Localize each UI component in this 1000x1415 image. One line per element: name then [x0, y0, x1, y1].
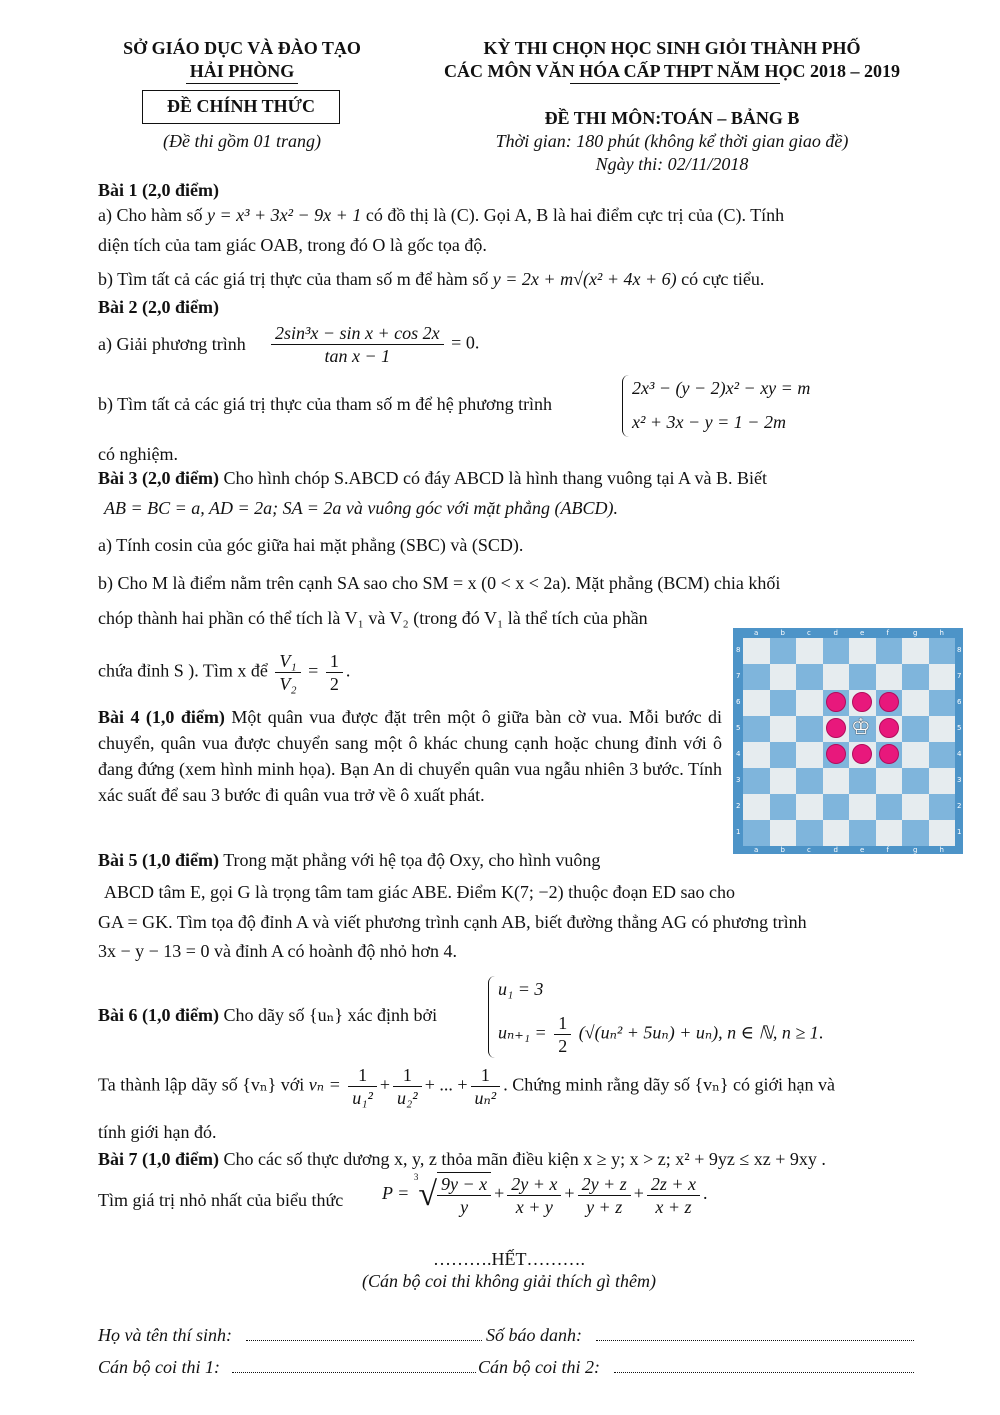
board-square — [796, 638, 823, 664]
board-square — [876, 690, 903, 716]
proctor1-label: Cán bộ coi thi 1: — [98, 1357, 220, 1377]
board-file-label: f — [886, 629, 889, 637]
bai7-line2: Tìm giá trị nhỏ nhất của biểu thức — [98, 1190, 344, 1210]
board-square — [823, 664, 850, 690]
board-file-label: f — [886, 846, 889, 854]
board-file-label: e — [860, 846, 865, 854]
board-file-label: c — [807, 629, 811, 637]
board-rank-label: 2 — [957, 802, 962, 810]
proctor-note: (Cán bộ coi thi không giải thích gì thêm) — [362, 1271, 656, 1291]
board-rank-label: 1 — [736, 828, 741, 836]
department-name: SỞ GIÁO DỤC VÀ ĐÀO TẠO — [123, 38, 361, 58]
board-file-label: h — [939, 846, 944, 854]
board-rank-label: 3 — [736, 776, 741, 784]
king-move-marker — [879, 744, 899, 764]
bai3-line1: Bài 3 (2,0 điểm) Cho hình chóp S.ABCD có đáy ABCD là hình thang vuông tại A và B. Biết — [98, 468, 767, 488]
subject-title: ĐỀ THI MÔN:TOÁN – BẢNG B — [544, 108, 800, 128]
board-file-label: e — [860, 629, 865, 637]
board-file-label: d — [833, 846, 838, 854]
board-square — [770, 768, 797, 794]
bai2-b-end: có nghiệm. — [98, 444, 178, 464]
board-square — [929, 690, 956, 716]
board-square — [849, 664, 876, 690]
board-square — [770, 794, 797, 820]
board-square — [902, 794, 929, 820]
board-square — [796, 690, 823, 716]
board-square — [796, 742, 823, 768]
bai5-line1: Bài 5 (1,0 điểm) Trong mặt phẳng với hệ tọa độ Oxy, cho hình vuông — [98, 850, 601, 870]
bai2-a-equation: $\frac{\text{2sin³x − sin x + cos 2x}}{\text{tan x − 1}}$ = 0. — [268, 322, 508, 367]
board-file-label: g — [913, 629, 918, 637]
board-square — [902, 690, 929, 716]
proctor2-field[interactable] — [614, 1372, 914, 1373]
board-square — [770, 664, 797, 690]
exam-date: Ngày thi: 02/11/2018 — [595, 154, 749, 174]
board-rank-label: 6 — [736, 698, 741, 706]
bai3-b-line1: b) Cho M là điểm nằm trên cạnh SA sao cho SM = x (0 < x < 2a). Mặt phẳng (BCM) chia khối — [98, 573, 781, 593]
board-square — [876, 742, 903, 768]
king-move-marker — [852, 692, 872, 712]
bai1-title: Bài 1 (2,0 điểm) — [98, 180, 219, 200]
board-square — [929, 664, 956, 690]
board-square — [929, 768, 956, 794]
board-square — [823, 794, 850, 820]
bai2-eq1: 2x³ − (y − 2)x² − xy = m — [632, 378, 811, 398]
board-square — [929, 794, 956, 820]
board-file-label: d — [833, 629, 838, 637]
candidate-name-field[interactable] — [246, 1340, 482, 1341]
candidate-name-label: Họ và tên thí sinh: — [98, 1325, 232, 1345]
board-square — [743, 794, 770, 820]
bai6-eq1: u₁ = 3 — [498, 979, 544, 999]
board-square — [743, 664, 770, 690]
board-square — [929, 742, 956, 768]
board-file-label: a — [754, 629, 759, 637]
board-square — [849, 768, 876, 794]
board-square — [743, 768, 770, 794]
board-square — [876, 768, 903, 794]
bai5-line2: ABCD tâm E, gọi G là trọng tâm tam giác ABE. Điểm K(7; −2) thuộc đoạn ED sao cho — [104, 882, 736, 902]
bai6-line2: Ta thành lập dãy số {vₙ} với vₙ = $\frac{1}{\text{u₁²}}$ + $\frac{1}{\text{u₂²}}$ + ... + $\frac{1}{\text{uₙ²}}$ . Chứng minh rằng dãy số {vₙ} có giới hạn và — [98, 1065, 836, 1108]
king-move-marker — [826, 718, 846, 738]
bai5-line3: GA = GK. Tìm tọa độ đỉnh A và viết phương trình cạnh AB, biết đường thẳng AG có phương trình — [98, 912, 807, 932]
board-file-label: g — [913, 846, 918, 854]
header-underline-left — [186, 83, 298, 84]
board-square — [770, 820, 797, 846]
chessboard-illustration — [733, 628, 963, 854]
board-rank-label: 3 — [957, 776, 962, 784]
board-square — [796, 820, 823, 846]
bai7-expression: P = $^3$√ $\frac{9y - x}{y}$ + $\frac{2y + x}{x + y}$ + $\frac{2y + z}{y + z}$ + $\frac{2z + x}{x + z}$ . — [382, 1172, 708, 1217]
king-move-marker — [826, 692, 846, 712]
bai6-system-brace — [488, 976, 495, 1058]
board-rank-label: 8 — [736, 646, 741, 654]
king-move-marker — [879, 692, 899, 712]
bai3-a: a) Tính cosin của góc giữa hai mặt phẳng (SBC) và (SCD). — [98, 535, 524, 555]
board-square — [876, 820, 903, 846]
king-move-marker — [852, 744, 872, 764]
bai3-b-line2: chóp thành hai phần có thể tích là V₁ và V₂ (trong đó V₁ là thể tích của phần — [98, 608, 648, 628]
page-count-note: (Đề thi gồm 01 trang) — [163, 131, 321, 151]
king-move-marker — [879, 718, 899, 738]
proctor2-label: Cán bộ coi thi 2: — [478, 1357, 600, 1377]
board-file-label: a — [754, 846, 759, 854]
chessboard-grid — [743, 638, 955, 846]
board-square — [823, 716, 850, 742]
board-square — [796, 794, 823, 820]
board-rank-label: 5 — [957, 724, 962, 732]
board-square — [743, 638, 770, 664]
bai3-b-line3: chứa đỉnh S ). Tìm x để $\frac{\text{V₁}}{\text{V₂}}$ = $\frac{1}{2}$ . — [98, 651, 351, 694]
board-square — [823, 742, 850, 768]
board-file-label: h — [939, 629, 944, 637]
board-square — [770, 638, 797, 664]
board-square — [823, 690, 850, 716]
header-underline-right — [570, 83, 780, 84]
board-square — [876, 716, 903, 742]
board-square — [796, 716, 823, 742]
board-rank-label: 7 — [957, 672, 962, 680]
bai4-paragraph: Bài 4 (1,0 điểm) Một quân vua được đặt trên một ô giữa bàn cờ vua. Mỗi bước di chuyển, quân vua được chuyển sang một ô khác chung cạnh hoặc chung đỉnh với ô đang đứng (xem hình minh họa). Bạn An di chuyển quân vua ngẫu nhiên 3 bước. Tính xác suất để sau 3 bước đi quân vua trở về ô xuất phát. — [98, 707, 723, 805]
board-square — [823, 820, 850, 846]
bai6-line3: tính giới hạn đó. — [98, 1122, 217, 1142]
bai3-line2: AB = BC = a, AD = 2a; SA = 2a và vuông góc với mặt phẳng (ABCD). — [104, 498, 618, 518]
proctor1-field[interactable] — [232, 1372, 476, 1373]
board-square — [796, 768, 823, 794]
king-piece-icon: ♔ — [851, 715, 871, 740]
board-rank-label: 4 — [736, 750, 741, 758]
board-square — [743, 690, 770, 716]
board-square — [929, 638, 956, 664]
board-file-label: b — [780, 629, 785, 637]
exam-subtitle: CÁC MÔN VĂN HÓA CẤP THPT NĂM HỌC 2018 – 2019 — [443, 61, 900, 81]
board-square — [902, 742, 929, 768]
board-square — [849, 820, 876, 846]
bai7-line1: Bài 7 (1,0 điểm) Cho các số thực dương x, y, z thỏa mãn điều kiện x ≥ y; x > z; x² + 9yz ≤ xz + 9xy . — [98, 1149, 826, 1169]
board-square — [849, 638, 876, 664]
board-square — [770, 690, 797, 716]
board-rank-label: 4 — [957, 750, 962, 758]
board-square — [902, 768, 929, 794]
bai1-a-line1: a) Cho hàm số y = x³ + 3x² − 9x + 1 có đồ thị là (C). Gọi A, B là hai điểm cực trị của (C). Tính — [98, 205, 785, 225]
board-square — [849, 742, 876, 768]
board-square — [876, 794, 903, 820]
candidate-number-label: Số báo danh: — [486, 1325, 582, 1345]
board-square — [929, 716, 956, 742]
bai6-line1: Bài 6 (1,0 điểm) Cho dãy số {uₙ} xác định bởi — [98, 1005, 438, 1025]
board-square — [902, 664, 929, 690]
board-square — [849, 690, 876, 716]
board-square — [902, 716, 929, 742]
board-rank-label: 7 — [736, 672, 741, 680]
candidate-number-field[interactable] — [596, 1340, 914, 1341]
bai2-a-label: a) Giải phương trình — [98, 334, 246, 354]
board-file-label: b — [780, 846, 785, 854]
board-square — [743, 716, 770, 742]
department-city: HẢI PHÒNG — [189, 61, 295, 81]
bai5-line4: 3x − y − 13 = 0 và đỉnh A có hoành độ nhỏ hơn 4. — [98, 941, 457, 961]
board-file-label: c — [807, 846, 811, 854]
board-rank-label: 1 — [957, 828, 962, 836]
board-square — [743, 820, 770, 846]
board-square — [902, 638, 929, 664]
board-square — [823, 638, 850, 664]
official-label: ĐỀ CHÍNH THỨC — [166, 96, 316, 116]
bai2-system-brace — [622, 375, 629, 437]
bai2-b-label: b) Tìm tất cả các giá trị thực của tham số m để hệ phương trình — [98, 394, 553, 414]
board-rank-label: 2 — [736, 802, 741, 810]
board-square — [876, 664, 903, 690]
bai2-title: Bài 2 (2,0 điểm) — [98, 297, 219, 317]
exam-duration: Thời gian: 180 phút (không kể thời gian giao đề) — [495, 131, 849, 151]
board-square — [929, 820, 956, 846]
board-square — [770, 716, 797, 742]
board-square — [902, 820, 929, 846]
board-square — [743, 742, 770, 768]
king-move-marker — [826, 744, 846, 764]
end-marker: ……….HẾT………. — [433, 1249, 585, 1269]
board-rank-label: 6 — [957, 698, 962, 706]
board-rank-label: 8 — [957, 646, 962, 654]
board-square — [823, 768, 850, 794]
exam-title: KỲ THI CHỌN HỌC SINH GIỎI THÀNH PHỐ — [483, 38, 861, 58]
board-square — [849, 716, 876, 742]
board-square — [876, 638, 903, 664]
bai1-b-line: b) Tìm tất cả các giá trị thực của tham số m để hàm số y = 2x + m√(x² + 4x + 6) có cực tiểu. — [98, 269, 765, 289]
board-square — [849, 794, 876, 820]
bai2-eq2: x² + 3x − y = 1 − 2m — [632, 412, 786, 432]
board-square — [770, 742, 797, 768]
board-rank-label: 5 — [736, 724, 741, 732]
bai6-eq2: uₙ₊₁ = $\frac{1}{2}$ (√(uₙ² + 5uₙ) + uₙ), n ∈ ℕ, n ≥ 1. — [498, 1013, 824, 1056]
bai1-a-line2: diện tích của tam giác OAB, trong đó O là gốc tọa độ. — [98, 235, 487, 255]
board-square — [796, 664, 823, 690]
